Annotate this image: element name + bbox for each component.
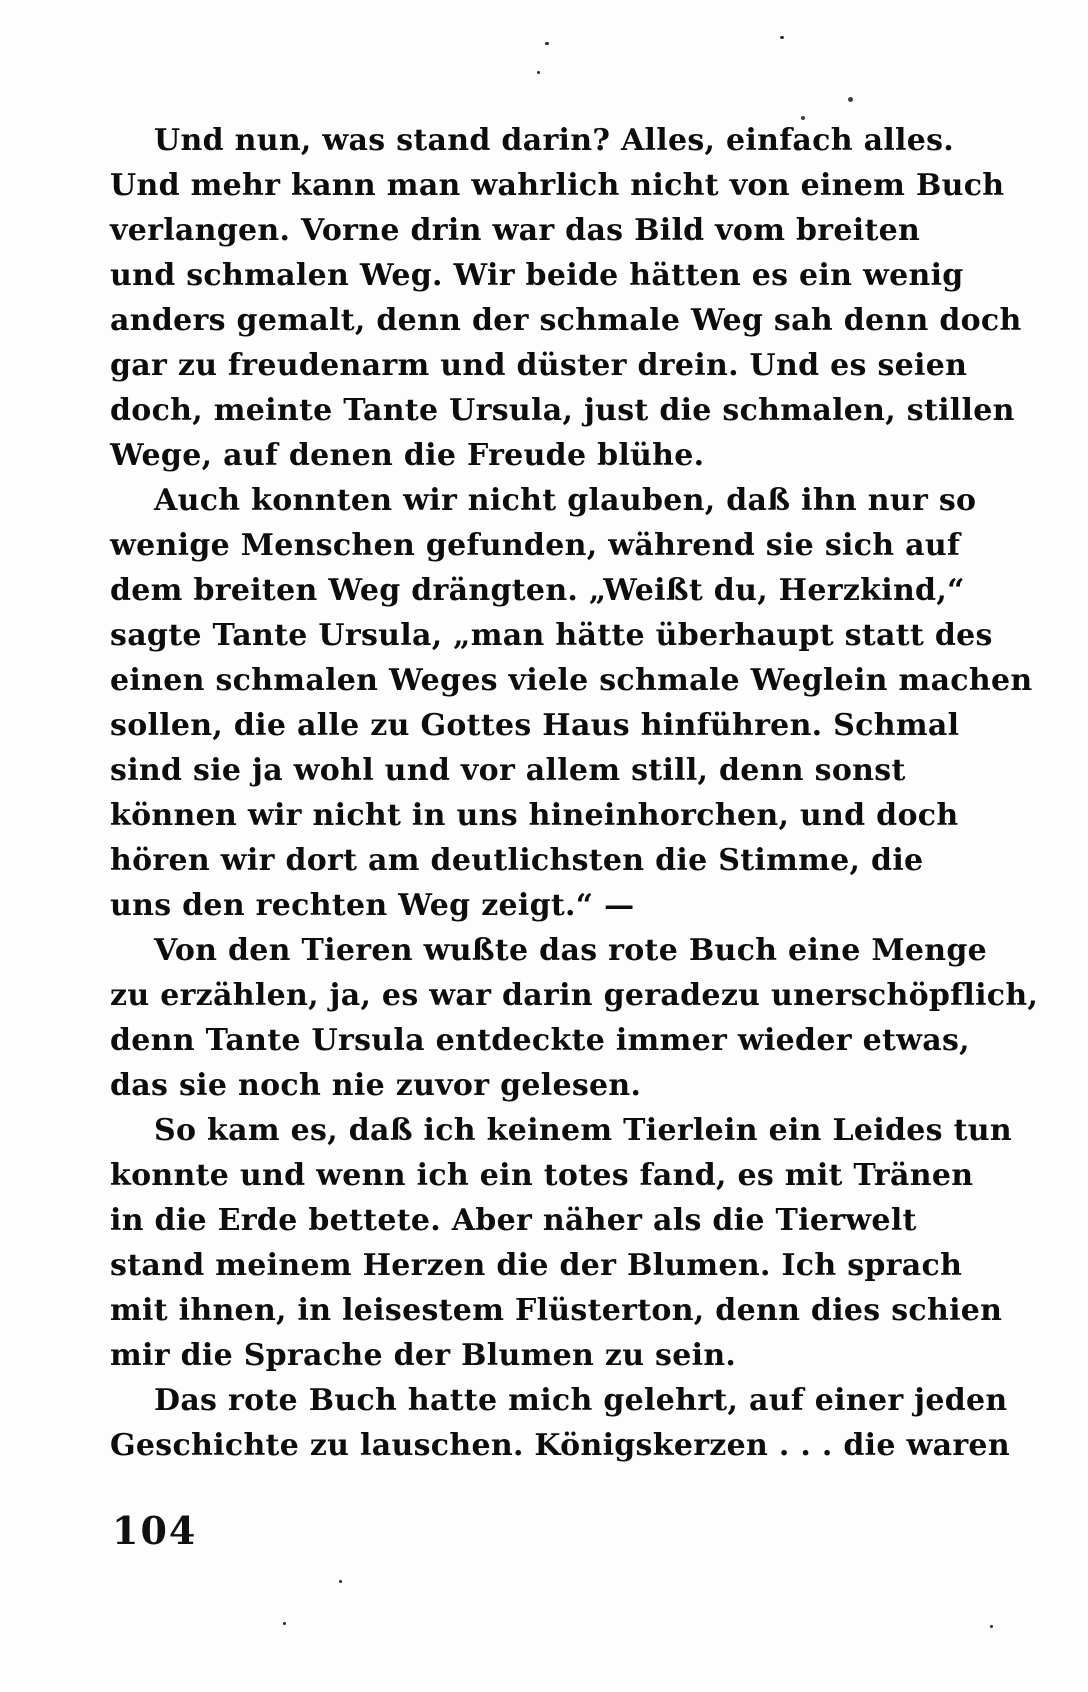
- text-line: mit ihnen, in leisestem Flüsterton, denn dies schien: [110, 1293, 1003, 1328]
- scan-speck: [990, 1625, 993, 1628]
- text-line: Das rote Buch hatte mich gelehrt, auf einer jeden: [154, 1383, 1008, 1418]
- page-number: 104: [112, 1508, 198, 1553]
- text-line: konnte und wenn ich ein totes fand, es mit Tränen: [110, 1158, 974, 1193]
- scan-speck: [283, 1622, 286, 1625]
- text-line: Und nun, was stand darin? Alles, einfach alles.: [154, 123, 955, 158]
- text-line: uns den rechten Weg zeigt.“ —: [110, 888, 635, 923]
- text-line: können wir nicht in uns hineinhorchen, und doch: [110, 798, 959, 833]
- scan-speck: [545, 42, 549, 45]
- scan-speck: [780, 36, 784, 39]
- text-line: mir die Sprache der Blumen zu sein.: [110, 1338, 737, 1373]
- text-line: Auch konnten wir nicht glauben, daß ihn nur so: [154, 483, 977, 518]
- text-line: hören wir dort am deutlichsten die Stimme, die: [110, 843, 924, 878]
- text-line: Und mehr kann man wahrlich nicht von einem Buch: [110, 168, 1005, 203]
- text-line: doch, meinte Tante Ursula, just die schmalen, stillen: [110, 393, 1015, 428]
- text-line: anders gemalt, denn der schmale Weg sah denn doch: [110, 303, 1022, 338]
- paragraph: [110, 1378, 1010, 1468]
- text-line: Geschichte zu lauschen. Königskerzen . . . die waren: [110, 1428, 1010, 1463]
- scan-speck: [801, 116, 805, 120]
- text-line: sollen, die alle zu Gottes Haus hinführen. Schmal: [110, 708, 960, 743]
- text-line: verlangen. Vorne drin war das Bild vom breiten: [110, 213, 921, 248]
- text-line: zu erzählen, ja, es war darin geradezu unerschöpflich,: [110, 978, 1039, 1013]
- paragraph: [110, 478, 1033, 928]
- text-line: sind sie ja wohl und vor allem still, denn sonst: [110, 753, 906, 788]
- text-line: und schmalen Weg. Wir beide hätten es ein wenig: [110, 258, 964, 293]
- body-text: [110, 118, 1039, 1468]
- text-line: denn Tante Ursula entdeckte immer wieder etwas,: [110, 1023, 970, 1058]
- paragraph: [110, 118, 1022, 478]
- text-line: So kam es, daß ich keinem Tierlein ein Leides tun: [154, 1113, 1012, 1148]
- text-line: einen schmalen Weges viele schmale Weglein machen: [110, 663, 1033, 698]
- text-line: dem breiten Weg drängten. „Weißt du, Herzkind,“: [110, 573, 965, 608]
- scan-speck: [848, 97, 853, 102]
- text-line: Wege, auf denen die Freude blühe.: [110, 438, 705, 473]
- paragraph: [110, 928, 1039, 1108]
- text-line: Von den Tieren wußte das rote Buch eine Menge: [154, 933, 988, 968]
- text-line: in die Erde bettete. Aber näher als die Tierwelt: [110, 1203, 917, 1238]
- paragraph: [110, 1108, 1012, 1378]
- text-line: das sie noch nie zuvor gelesen.: [110, 1068, 642, 1103]
- scan-speck: [339, 1580, 342, 1583]
- text-line: stand meinem Herzen die der Blumen. Ich sprach: [110, 1248, 963, 1283]
- text-line: sagte Tante Ursula, „man hätte überhaupt statt des: [110, 618, 993, 653]
- text-line: gar zu freudenarm und düster drein. Und es seien: [110, 348, 968, 383]
- text-line: wenige Menschen gefunden, während sie sich auf: [110, 528, 961, 563]
- scan-speck: [537, 71, 540, 74]
